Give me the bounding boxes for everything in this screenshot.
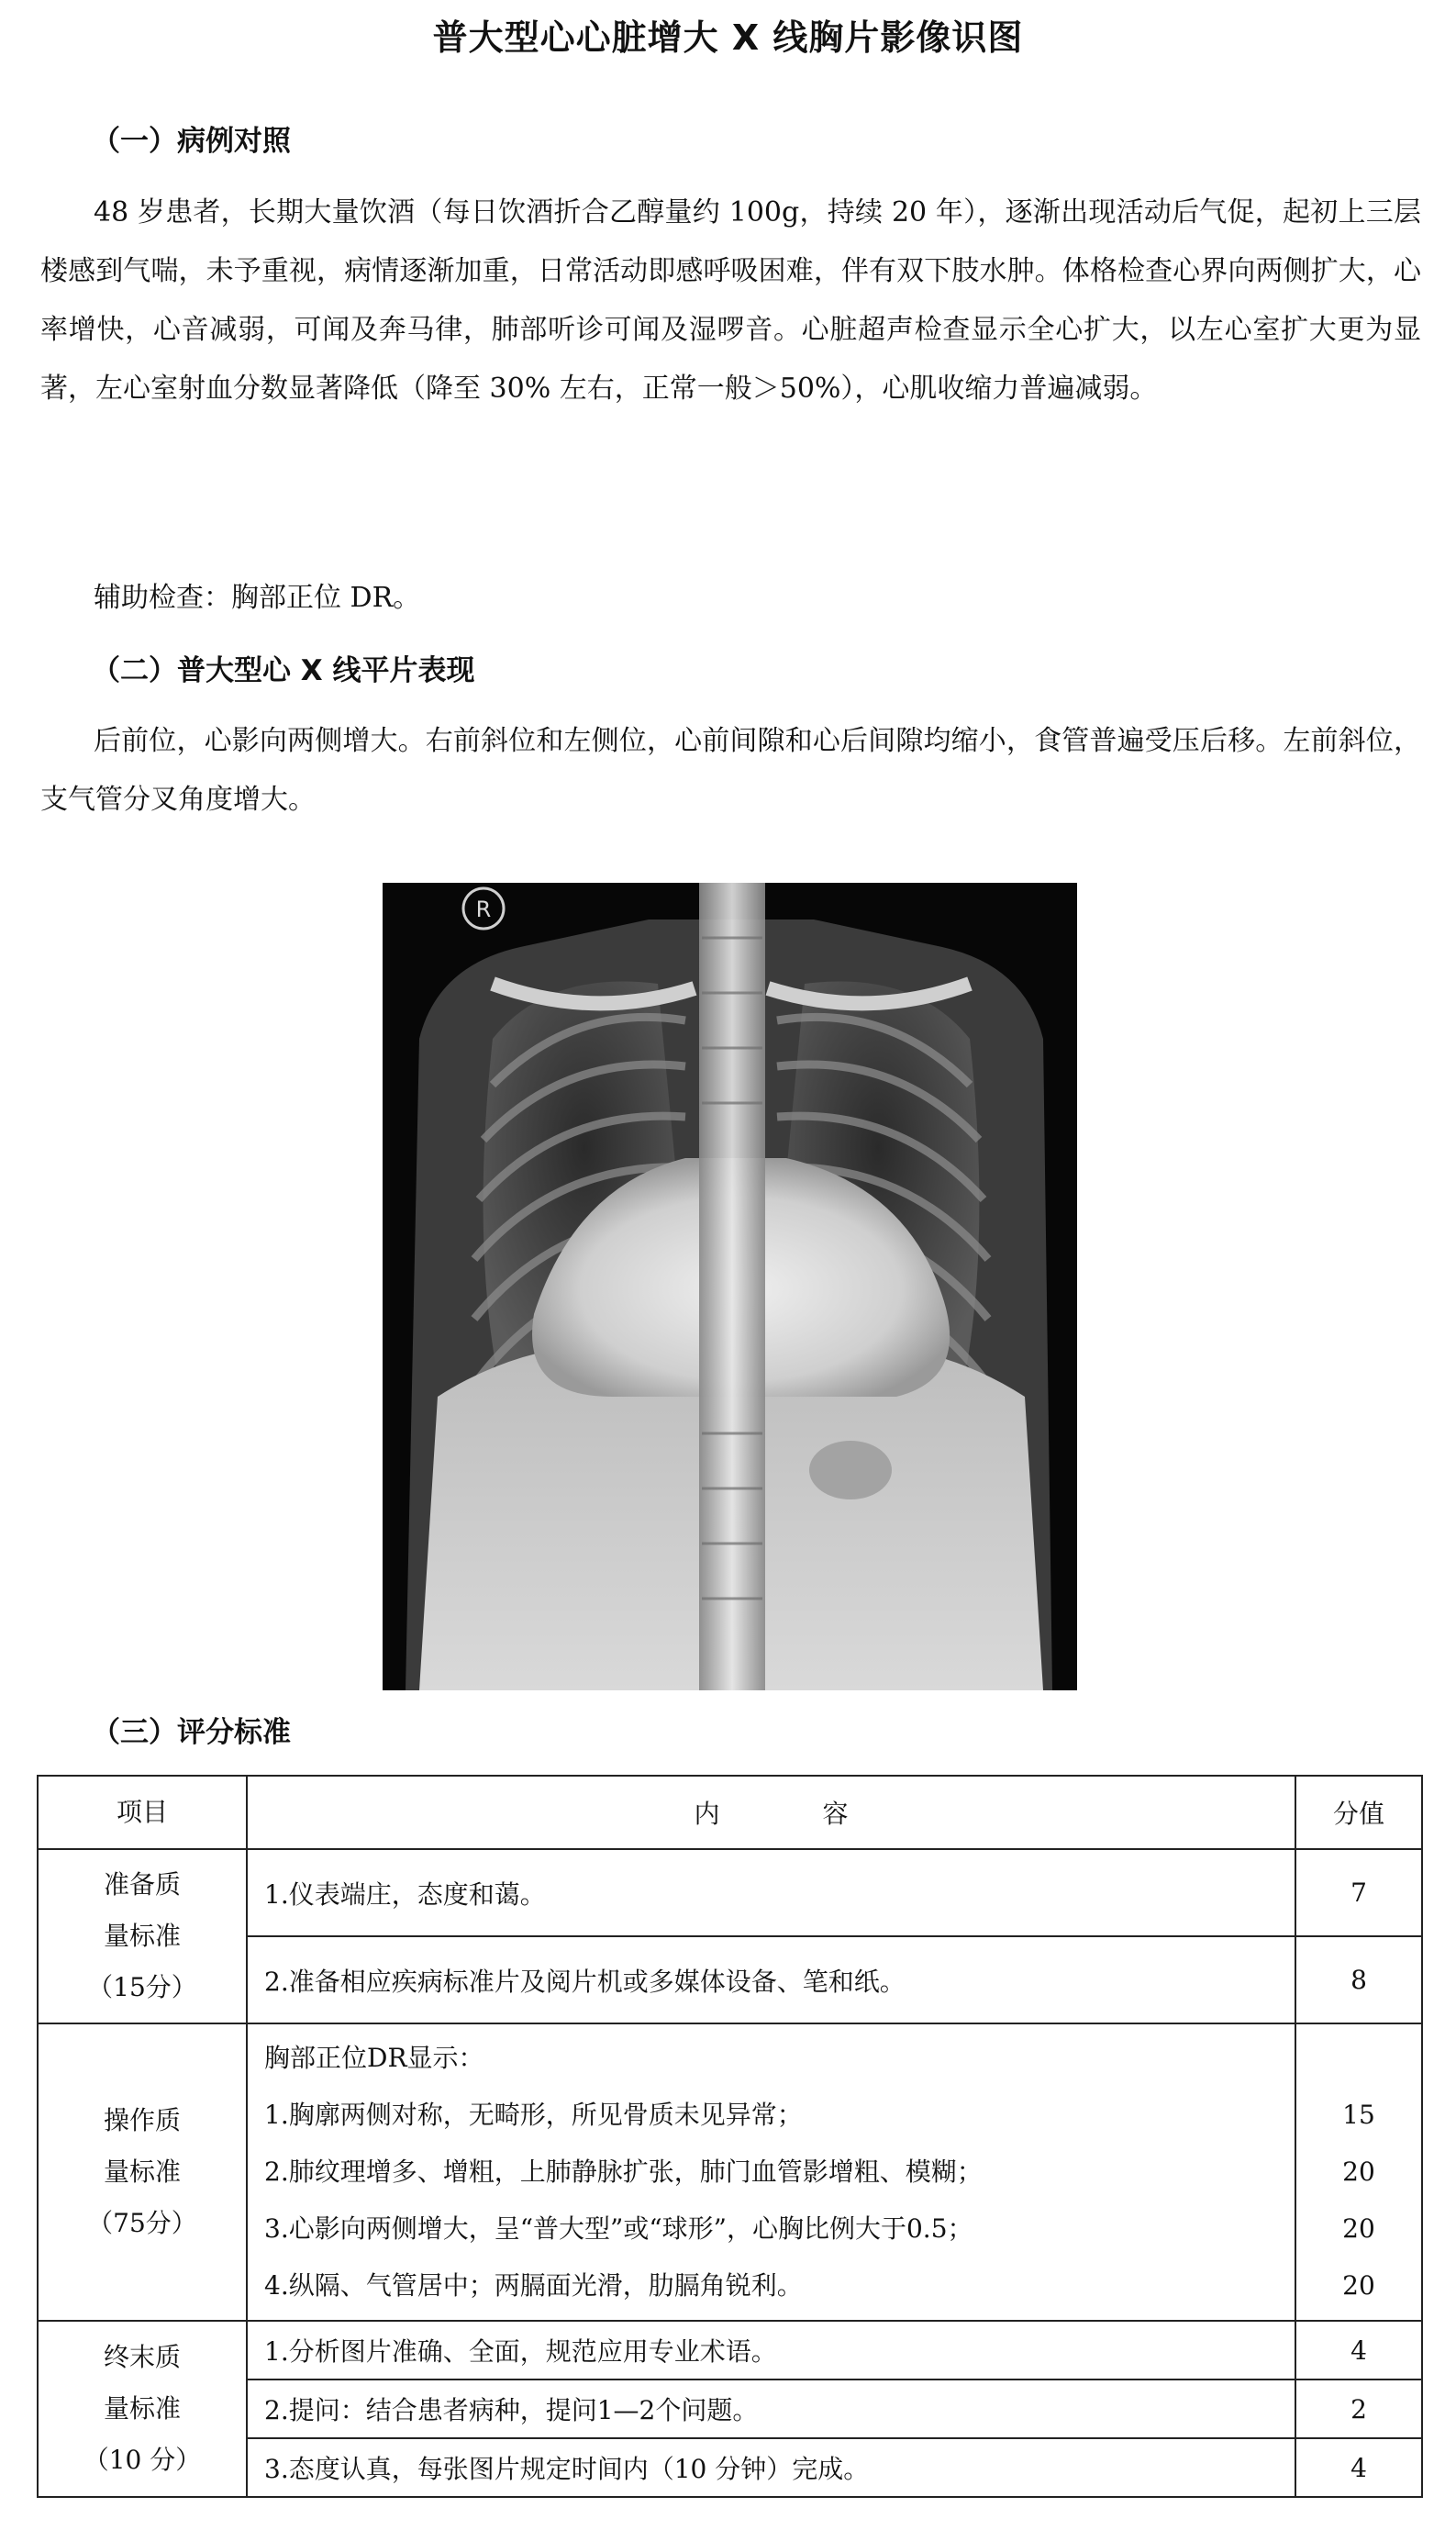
- list-item: 1.胸廓两侧对称，无畸形，所见骨质未见异常；: [264, 2100, 803, 2130]
- table-header-row: [38, 1776, 1422, 1849]
- list-item: 2.肺纹理增多、增粗，上肺静脉扩张，肺门血管影增粗、模糊；: [264, 2157, 983, 2187]
- operation-criteria: [247, 2023, 1295, 2321]
- group-label-final: 终末质 量标准 （10 分）: [38, 2321, 247, 2497]
- list-item: 3.心影向两侧增大，呈“普大型”或“球形”，心胸比例大于0.5；: [264, 2213, 973, 2244]
- row-score: 8: [1295, 1936, 1422, 2023]
- row-content: 1.仪表端庄，态度和蔼。: [247, 1849, 1295, 1936]
- xray-findings-text: 后前位，心影向两侧增大。右前斜位和左侧位，心前间隙和心后间隙均缩小，食管普遍受压后移。左前斜位，支气管分叉角度增大。: [40, 725, 1421, 816]
- table-row: [38, 2321, 1422, 2380]
- page-title: 普大型心心脏增大 X 线胸片影像识图: [432, 17, 1024, 58]
- header-content: 内 容: [247, 1776, 1295, 1849]
- operation-scores: [1295, 2023, 1422, 2321]
- group-label-operation: 操作质 量标准 （75分）: [38, 2023, 247, 2321]
- case-description: 48 岁患者，长期大量饮酒（每日饮酒折合乙醇量约 100g，持续 20 年），逐渐出现活动后气促，起初上三层楼感到气喘，未予重视，病情逐渐加重，日常活动即感呼吸困难，伴有双下肢水肿。体格检查心界向两侧扩大，心率增快，心音减弱，可闻及奔马律，肺部听诊可闻及湿啰音。心脏超声检查显示全心扩大，以左心室扩大更为显著，左心室射血分数显著降低（降至 30% 左右，正常一般＞50%），心肌收缩力普遍减弱。: [40, 196, 1421, 405]
- table-row: [38, 1849, 1422, 1936]
- header-score: 分值: [1295, 1776, 1422, 1849]
- section-heading-scoring: （三）评分标准: [92, 1716, 291, 1749]
- row-score: 4: [1295, 2438, 1422, 2497]
- row-content: 2.提问：结合患者病种，提问1—2个问题。: [247, 2380, 1295, 2438]
- group-label-preparation: 准备质 量标准 （15分）: [38, 1849, 247, 2023]
- orientation-marker-label: R: [475, 897, 492, 922]
- row-score: 15: [1342, 2100, 1375, 2130]
- list-item: 4.纵隔、气管居中；两膈面光滑，肋膈角锐利。: [264, 2270, 803, 2301]
- chest-xray-illustration: [383, 883, 1077, 1690]
- row-score: 2: [1295, 2380, 1422, 2438]
- table-row: [38, 2023, 1422, 2321]
- row-score: 20: [1342, 2270, 1375, 2301]
- row-score: 4: [1295, 2321, 1422, 2380]
- auxiliary-exam-text: 辅助检查：胸部正位 DR。: [94, 582, 421, 614]
- row-content: 3.态度认真，每张图片规定时间内（10 分钟）完成。: [247, 2438, 1295, 2497]
- chest-xray-image: [383, 883, 1077, 1690]
- section-heading-case: （一）病例对照: [92, 125, 291, 158]
- row-score: 20: [1342, 2213, 1375, 2244]
- row-content: 1.分析图片准确、全面，规范应用专业术语。: [247, 2321, 1295, 2380]
- scoring-table: [37, 1775, 1423, 2498]
- section-heading-xray-findings: （二）普大型心 X 线平片表现: [92, 654, 475, 687]
- row-content: 2.准备相应疾病标准片及阅片机或多媒体设备、笔和纸。: [247, 1936, 1295, 2023]
- operation-intro: 胸部正位DR显示：: [264, 2043, 484, 2073]
- header-item: 项目: [38, 1776, 247, 1849]
- row-score: 7: [1295, 1849, 1422, 1936]
- row-score: 20: [1342, 2157, 1375, 2187]
